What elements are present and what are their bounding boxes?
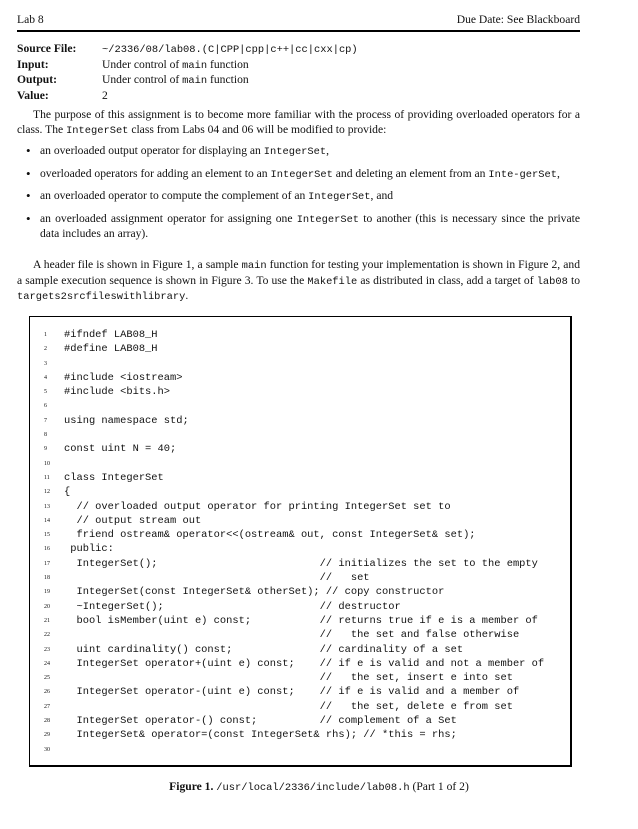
- inline-code: targets2srcfileswithlibrary: [17, 291, 186, 304]
- inline-code: IntegerSet: [308, 191, 371, 204]
- line-number: 11: [44, 474, 50, 481]
- code-text: class IntegerSet: [64, 471, 164, 484]
- line-number: 17: [44, 560, 50, 567]
- text-run: The purpose of this assignment is to become more familiar with the process of providing overloaded operators for a class. The: [17, 108, 580, 136]
- line-number: 23: [44, 646, 50, 653]
- line-number: 27: [44, 703, 50, 710]
- info-key: Output:: [17, 73, 57, 87]
- text-run: 2: [102, 89, 108, 103]
- line-number: 8: [44, 432, 47, 439]
- code-line: [44, 685, 544, 699]
- code-line: [44, 457, 544, 471]
- text-run: an overloaded output operator for displaying an: [40, 144, 264, 157]
- info-value: [102, 42, 358, 55]
- code-line: [44, 700, 544, 714]
- code-line: [44, 671, 544, 685]
- inline-code: IntegerSet: [263, 146, 327, 158]
- code-text: #include <iostream>: [64, 371, 183, 384]
- code-text: const uint N = 40;: [64, 443, 177, 456]
- code-text: // overloaded output operator for printing IntegerSet set to: [64, 500, 451, 513]
- code-text: IntegerSet operator-() const; // complement of a Set: [64, 715, 457, 728]
- code-line: [44, 357, 544, 371]
- list-item: [17, 167, 580, 183]
- text-run: ,: [326, 144, 330, 157]
- code-line: [44, 600, 544, 614]
- info-row: [17, 42, 577, 58]
- inline-code: Makefile: [307, 275, 358, 288]
- line-number: 30: [44, 746, 50, 753]
- inline-code: main: [241, 260, 267, 272]
- line-number: 20: [44, 603, 50, 610]
- code-line: [44, 414, 544, 428]
- text-run: as distributed in class, add a target of: [357, 273, 537, 287]
- code-line: [44, 628, 544, 642]
- line-number: 3: [44, 360, 47, 367]
- code-text: IntegerSet operator-(uint e) const; // if e is valid and a member of: [64, 686, 520, 699]
- text-run: to: [567, 273, 581, 287]
- code-line: [44, 485, 544, 499]
- info-value: [102, 73, 249, 86]
- caption-label: Figure 1.: [169, 780, 214, 793]
- code-text: uint cardinality() const; // cardinality of a set: [64, 643, 464, 656]
- code-line: [44, 471, 544, 485]
- header-rule: [17, 30, 580, 32]
- line-number: 16: [44, 546, 50, 553]
- instructions-paragraph: [17, 258, 580, 305]
- code-text: // the set, delete e from set: [64, 700, 513, 713]
- info-row: [17, 58, 577, 74]
- line-number: 5: [44, 389, 47, 396]
- code-line: [44, 571, 544, 585]
- line-number: 12: [44, 489, 50, 496]
- code-line: [44, 500, 544, 514]
- text-run: function: [207, 73, 249, 87]
- line-number: 1: [44, 332, 47, 338]
- code-line: [44, 442, 544, 456]
- code-text: // the set and false otherwise: [64, 629, 520, 642]
- requirements-list: [17, 144, 580, 249]
- code-line: [44, 643, 544, 657]
- list-item: [17, 189, 580, 205]
- text-run: overloaded operators for adding an element to an: [40, 166, 271, 180]
- header-due-date: Due Date: See Blackboard: [456, 13, 580, 26]
- code-text: IntegerSet(const IntegerSet& otherSet); // copy constructor: [64, 586, 445, 599]
- code-text: // set: [64, 572, 370, 585]
- code-line: [44, 557, 544, 571]
- text-run: function for testing your implementation is shown in Figure 2, and a sample execution sequence is shown in Figure 3. To use the: [17, 258, 580, 287]
- code-line: [44, 385, 544, 399]
- code-line: [44, 714, 544, 728]
- header-lab-number: Lab 8: [17, 13, 44, 26]
- code-text: // output stream out: [64, 514, 202, 527]
- line-number: 26: [44, 689, 50, 696]
- code-line: [44, 428, 544, 442]
- line-number: 18: [44, 575, 50, 582]
- inline-code: main: [182, 75, 208, 88]
- line-number: 2: [44, 346, 47, 353]
- code-line: [44, 614, 544, 628]
- code-line: [44, 743, 544, 757]
- inline-code: IntegerSet: [66, 124, 129, 137]
- info-row: [17, 73, 577, 89]
- intro-paragraph: [17, 108, 580, 138]
- code-line: [44, 585, 544, 599]
- line-number: 29: [44, 732, 50, 739]
- text-run: an overloaded operator to compute the complement of an: [40, 189, 309, 203]
- info-value: [102, 58, 249, 71]
- list-item: [17, 212, 580, 242]
- text-run: class from Labs 04 and 06 will be modified to provide:: [128, 122, 387, 136]
- text-run: A header file is shown in Figure 1, a sample: [33, 258, 242, 271]
- text-run: Under control of: [102, 73, 183, 87]
- code-text: IntegerSet operator+(uint e) const; // if e is valid and not a member of: [64, 657, 545, 670]
- code-text: {: [64, 486, 71, 499]
- line-number: 14: [44, 517, 50, 524]
- text-run: ,: [556, 166, 560, 180]
- line-number: 19: [44, 589, 50, 596]
- caption-path: /usr/local/2336/include/lab08.h: [216, 782, 410, 794]
- line-number: 4: [44, 374, 47, 381]
- code-line: [44, 528, 544, 542]
- code-text: #include <bits.h>: [64, 386, 171, 399]
- inline-code: Inte-gerSet: [488, 168, 557, 181]
- info-key: Source File:: [17, 42, 77, 55]
- inline-code: lab08: [536, 275, 568, 288]
- line-number: 24: [44, 660, 50, 667]
- code-text: using namespace std;: [64, 414, 189, 427]
- code-text: public:: [64, 543, 114, 556]
- code-line: [44, 542, 544, 556]
- line-number: 9: [44, 446, 47, 453]
- code-line: [44, 342, 544, 356]
- text-run: , and: [370, 189, 394, 203]
- line-number: 6: [44, 403, 47, 410]
- code-text: bool isMember(uint e) const; // returns true if e is a member of: [64, 614, 538, 627]
- inline-code: ~/2336/08/lab08.(C|CPP|cpp|c++|cc|cxx|cp): [102, 44, 358, 56]
- code-line: [44, 514, 544, 528]
- inline-code: IntegerSet: [270, 168, 333, 181]
- code-text: friend ostream& operator<<(ostream& out, const IntegerSet& set);: [64, 529, 476, 542]
- info-row: [17, 89, 577, 104]
- line-number: 28: [44, 718, 50, 725]
- code-text: // the set, insert e into set: [64, 672, 513, 685]
- code-line: [44, 328, 544, 342]
- figure-caption: [0, 780, 638, 794]
- inline-code: IntegerSet: [296, 213, 360, 226]
- info-key: Value:: [17, 89, 49, 103]
- text-run: an overloaded assignment operator for assigning one: [40, 211, 297, 225]
- text-run: .: [185, 289, 189, 303]
- code-text: IntegerSet& operator=(const IntegerSet& rhs); // *this = rhs;: [64, 729, 457, 742]
- code-text: IntegerSet(); // initializes the set to the empty: [64, 557, 538, 570]
- code-line: [44, 399, 544, 413]
- info-value: [102, 89, 108, 102]
- caption-suffix: (Part 1 of 2): [409, 780, 469, 793]
- code-text: #ifndef LAB08_H: [64, 329, 158, 341]
- line-number: 21: [44, 617, 50, 624]
- line-number: 15: [44, 532, 50, 539]
- code-text: #define LAB08_H: [64, 343, 158, 356]
- code-line: [44, 371, 544, 385]
- text-run: function: [207, 57, 249, 71]
- code-text: ~IntegerSet(); // destructor: [64, 600, 401, 613]
- line-number: 13: [44, 503, 50, 510]
- line-number: 7: [44, 417, 47, 424]
- assignment-info: [17, 42, 577, 104]
- line-number: 22: [44, 632, 50, 639]
- text-run: and deleting an element from an: [332, 166, 489, 180]
- code-listing: [29, 316, 572, 767]
- line-number: 25: [44, 675, 50, 682]
- text-run: to another (this is necessary since the private data includes an array).: [40, 211, 580, 241]
- list-item: [17, 144, 580, 160]
- info-key: Input:: [17, 57, 49, 71]
- text-run: Under control of: [102, 57, 183, 71]
- code-line: [44, 728, 544, 742]
- inline-code: main: [182, 59, 208, 72]
- code-line: [44, 657, 544, 671]
- line-number: 10: [44, 460, 50, 467]
